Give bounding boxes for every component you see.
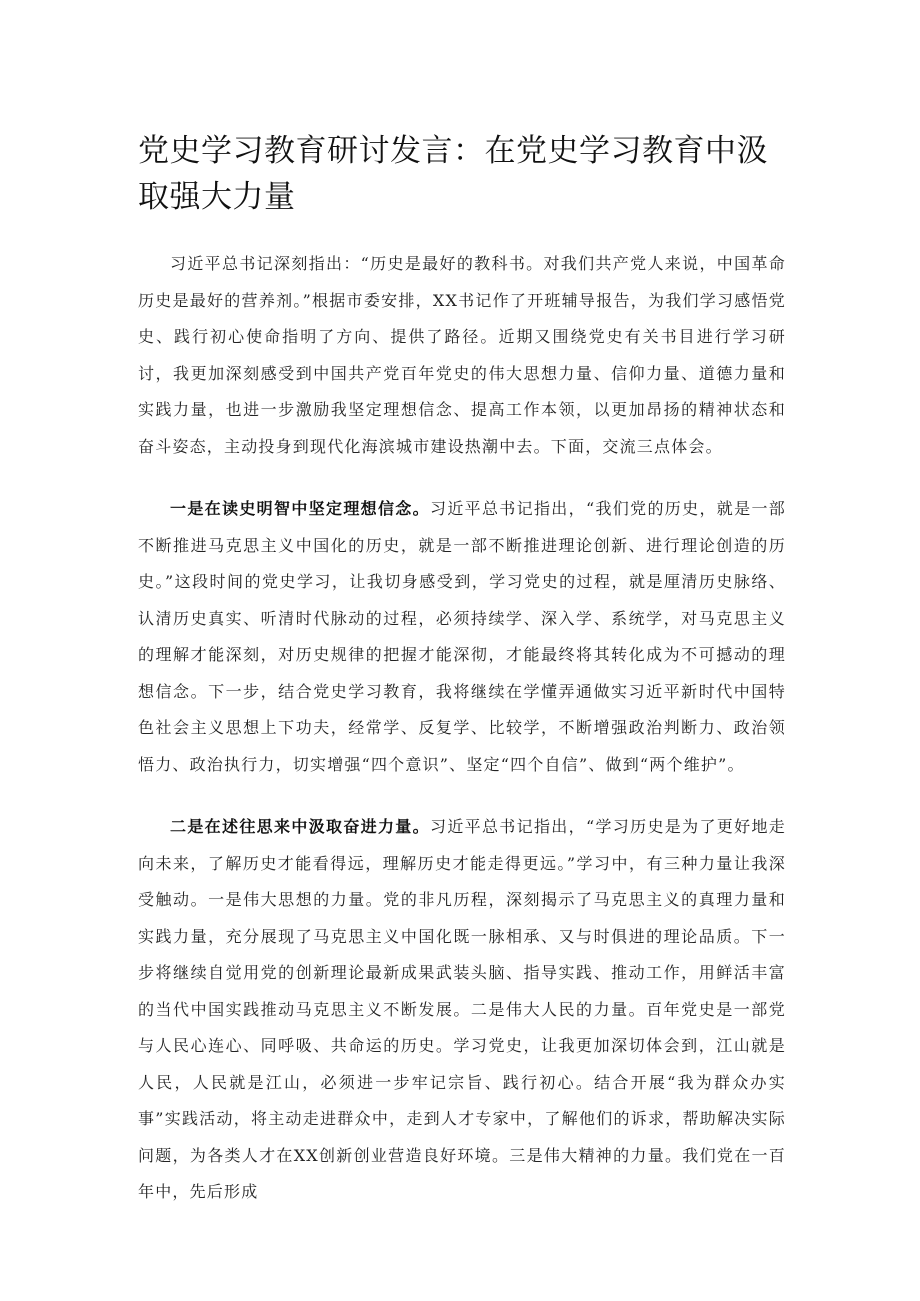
paragraph-point-one — [138, 491, 786, 783]
paragraph-text: 习近平总书记指出，“学习历史是为了更好地走向未来，了解历史才能看得远，理解历史才能走得更远。”学习中，有三种力量让我深受触动。一是伟大思想的力量。党的非凡历程，深刻揭示了马克思主义的真理力量和实践力量，充分展现了马克思主义中国化既一脉相承、又与时俱进的理论品质。下一步将继续自觉用党的创新理论最新成果武装头脑、指导实践、推动工作，用鲜活丰富的当代中国实践推动马克思主义不断发展。二是伟大人民的力量。百年党史是一部党与人民心连心、同呼吸、共命运的历史。学习党史，让我更加深切体会到，江山就是人民，人民就是江山，必须进一步牢记宗旨、践行初心。结合开展“我为群众办实事”实践活动，将主动走进群众中，走到人才专家中，了解他们的诉求，帮助解决实际问题，为各类人才在XX创新创业营造良好环境。三是伟大精神的力量。我们党在一百年中，先后形成 — [138, 817, 786, 1201]
paragraph-lead: 一是在读史明智中坚定理想信念。 — [170, 499, 430, 518]
document-body — [138, 246, 786, 1211]
document-title: 党史学习教育研讨发言：在党史学习教育中汲取强大力量 — [138, 133, 768, 215]
paragraph-intro — [138, 246, 786, 465]
paragraph-point-two — [138, 809, 786, 1211]
document-page — [138, 128, 786, 1237]
paragraph-text: 习近平总书记指出，“我们党的历史，就是一部不断推进马克思主义中国化的历史，就是一部不断推进理论创新、进行理论创造的历史。”这段时间的党史学习，让我切身感受到，学习党史的过程，就是厘清历史脉络、认清历史真实、听清时代脉动的过程，必须持续学、深入学、系统学，对马克思主义的理解才能深刻，对历史规律的把握才能深彻，才能最终将其转化成为不可撼动的理想信念。下一步，结合党史学习教育，我将继续在学懂弄通做实习近平新时代中国特色社会主义思想上下功夫，经常学、反复学、比较学，不断增强政治判断力、政治领悟力、政治执行力，切实增强“四个意识”、坚定“四个自信”、做到“两个维护”。 — [138, 499, 786, 774]
paragraph-text: 习近平总书记深刻指出：“历史是最好的教科书。对我们共产党人来说，中国革命历史是最好的营养剂。”根据市委安排，XX书记作了开班辅导报告，为我们学习感悟党史、践行初心使命指明了方向、提供了路径。近期又围绕党史有关书目进行学习研讨，我更加深刻感受到中国共产党百年党史的伟大思想力量、信仰力量、道德力量和实践力量，也进一步激励我坚定理想信念、提高工作本领，以更加昂扬的精神状态和奋斗姿态，主动投身到现代化海滨城市建设热潮中去。下面，交流三点体会。 — [138, 254, 786, 456]
paragraph-lead: 二是在述往思来中汲取奋进力量。 — [170, 817, 430, 836]
